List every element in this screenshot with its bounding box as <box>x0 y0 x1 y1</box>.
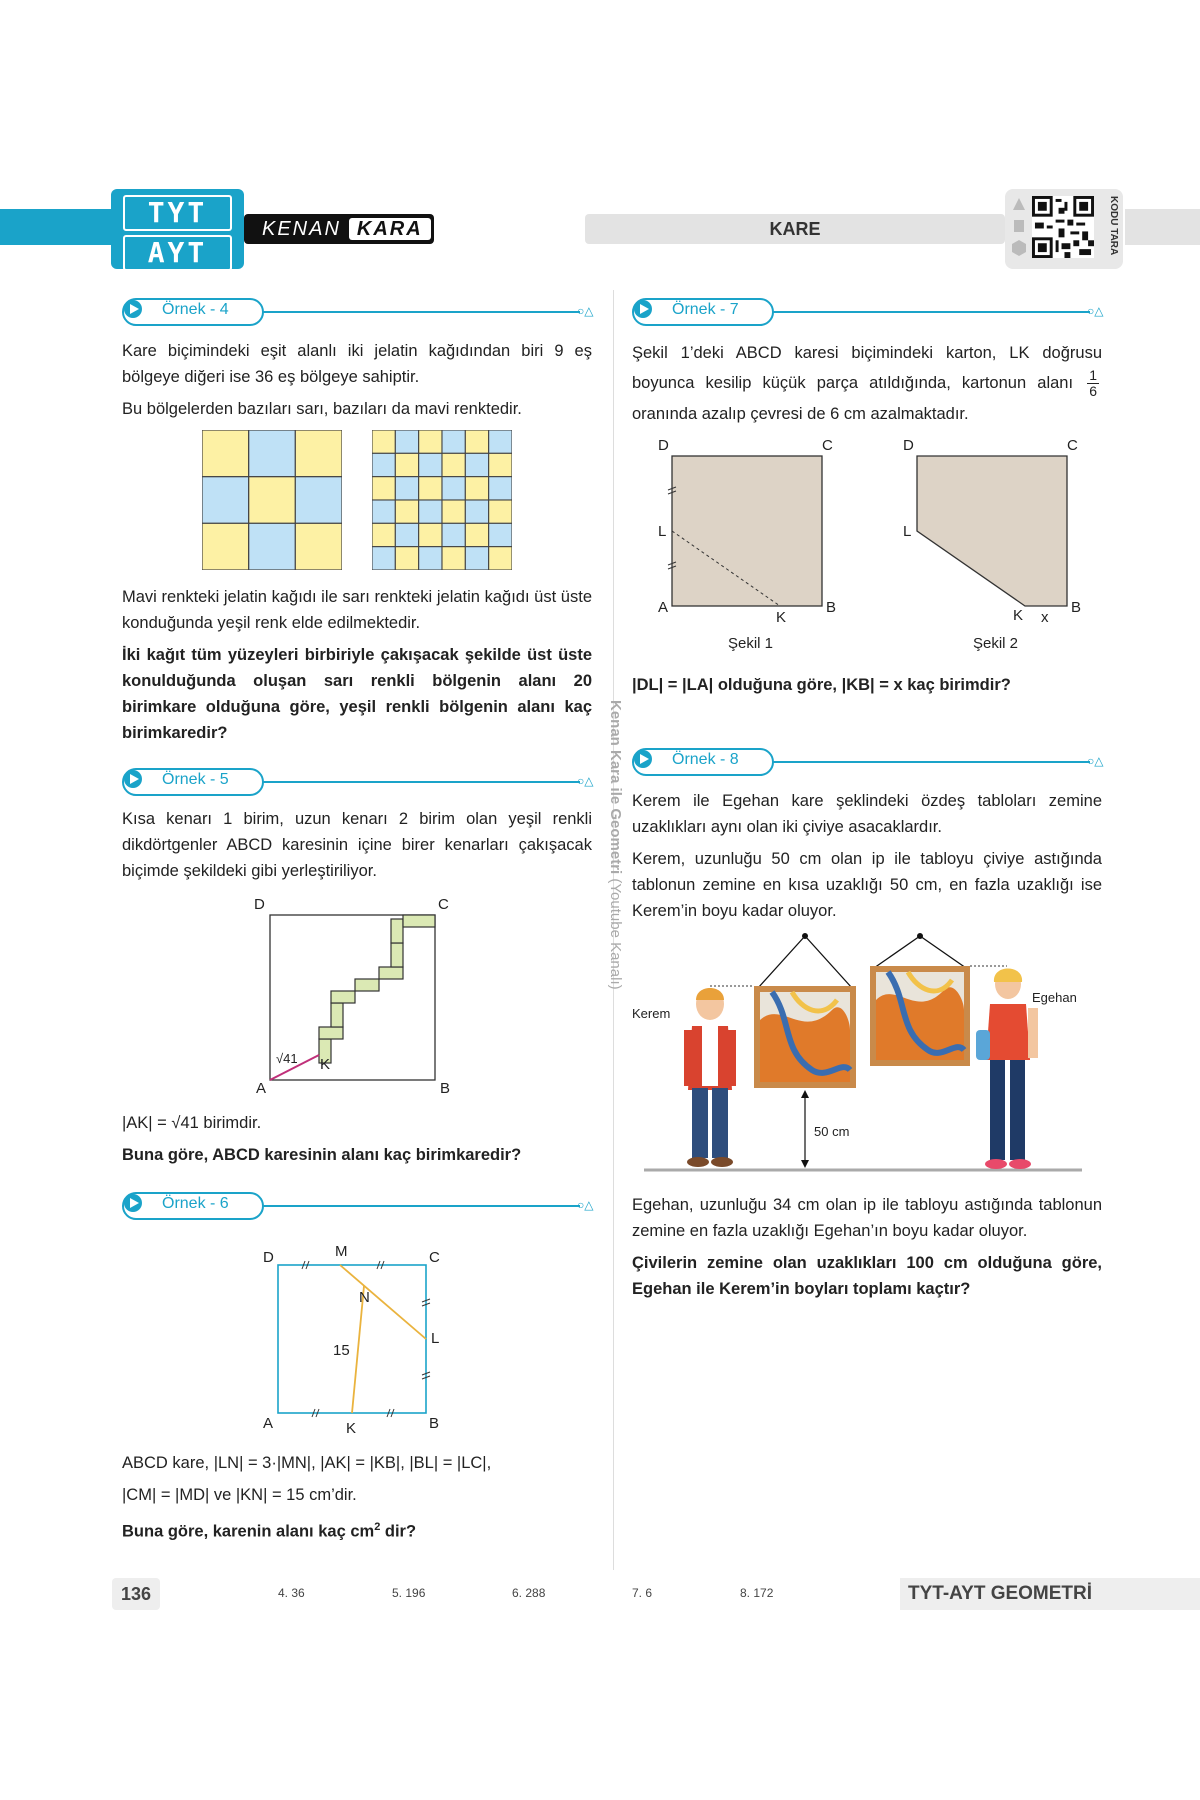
given-root: √41 <box>171 1114 199 1132</box>
label-15: 15 <box>333 1342 350 1359</box>
grid-cell <box>442 453 465 476</box>
label-a: A <box>658 599 669 616</box>
ornek-6-text-2: |CM| = |MD| ve |KN| = 15 cm’dir. <box>122 1486 357 1504</box>
label-k: K <box>320 1056 331 1073</box>
grid-cell <box>419 547 442 570</box>
grid-cell <box>489 547 512 570</box>
label-a: A <box>256 1080 267 1095</box>
grid-cell <box>372 500 395 523</box>
label-50cm: 50 cm <box>814 1124 850 1139</box>
grid-cell <box>442 500 465 523</box>
grid-cell <box>419 500 442 523</box>
answer-8: 8. 172 <box>740 1586 774 1600</box>
given-post: birimdir. <box>198 1114 262 1132</box>
ornek-6-text-1: ABCD kare, |LN| = 3·|MN|, |AK| = |KB|, |BL| = |LC|, <box>122 1454 492 1472</box>
answer-4: 4. 36 <box>278 1586 305 1600</box>
label-d: D <box>254 896 265 913</box>
circle-triangle-icon: ○△ <box>577 1198 594 1212</box>
text-b: oranında azalıp çevresi de 6 cm azalmaktadır. <box>632 405 969 424</box>
label-d: D <box>263 1249 274 1266</box>
ornek-5-given <box>122 1110 592 1136</box>
grid-cell <box>442 430 465 453</box>
label-root41: √41 <box>276 1051 298 1066</box>
grid-cell <box>395 477 418 500</box>
grid-cell <box>419 477 442 500</box>
ornek-6-question <box>122 1514 592 1545</box>
answer-7: 7. 6 <box>632 1586 653 1600</box>
label-l: L <box>431 1330 440 1347</box>
ornek-4-text-1: Kare biçimindeki eşit alanlı iki jelatin kağıdından biri 9 eş bölgeye diğeri ise 36 eş bölgeye sahiptir. <box>122 342 592 386</box>
page-number: 136 <box>112 1578 160 1610</box>
label-d: D <box>658 437 669 454</box>
grid-cell <box>419 523 442 546</box>
label-c: C <box>429 1249 440 1266</box>
grid-cell <box>372 453 395 476</box>
grid-cell <box>395 523 418 546</box>
grid-cell <box>465 477 488 500</box>
given-pre: |AK| = <box>122 1114 172 1132</box>
book-title: TYT-AYT GEOMETRİ <box>900 1578 1200 1610</box>
ornek-8-figure <box>632 930 1102 1180</box>
circle-triangle-icon: ○△ <box>577 774 594 788</box>
sekil-1-figure <box>650 430 850 655</box>
sidebar-brand-sub: (Youtube Kanalı) <box>607 878 624 990</box>
gelatin-6x6-grid <box>372 430 512 570</box>
play-icon[interactable] <box>634 300 652 318</box>
text-a: Şekil 1’deki ABCD karesi biçimindeki karton, LK doğrusu boyunca kesilip küçük parça atıldığında, kartonun alanı <box>632 344 1102 392</box>
label-d: D <box>903 437 914 454</box>
grid-cell <box>489 430 512 453</box>
ornek-5-figure <box>250 895 460 1095</box>
label-b: B <box>440 1080 451 1095</box>
kerem-person-icon <box>684 988 736 1167</box>
play-icon[interactable] <box>124 770 142 788</box>
grid-cell <box>489 523 512 546</box>
circle-triangle-icon: ○△ <box>1087 304 1104 318</box>
grid-cell <box>465 523 488 546</box>
triangle-icon <box>1013 198 1025 210</box>
label-b: B <box>826 599 837 616</box>
label-egehan: Egehan <box>1032 990 1077 1005</box>
ornek-4-text-2: Bu bölgelerden bazıları sarı, bazıları da mavi renktedir. <box>122 400 522 418</box>
ornek-8-question: Çivilerin zemine olan uzaklıkları 100 cm olduğuna göre, Egehan ile Kerem’in boyları toplamı kaçtır? <box>632 1254 1102 1298</box>
ornek-7-text <box>632 338 1102 429</box>
answer-5: 5. 196 <box>392 1586 426 1600</box>
sidebar-brand-text: Kenan Kara ile Geometri <box>607 700 624 875</box>
label-b: B <box>1071 599 1082 616</box>
gelatin-3x3-grid <box>202 430 342 570</box>
ornek-4-header <box>122 296 592 328</box>
grid-cell <box>395 547 418 570</box>
label-k: K <box>1013 607 1024 624</box>
label-c: C <box>438 896 449 913</box>
ornek-6-label: Örnek - 6 <box>162 1195 229 1212</box>
grid-cell <box>489 477 512 500</box>
label-c: C <box>1067 437 1078 454</box>
label-k: K <box>776 609 787 626</box>
logo-line-1: TYT <box>123 195 232 231</box>
grid-cell <box>395 500 418 523</box>
grid-cell <box>372 523 395 546</box>
answer-6: 6. 288 <box>512 1586 546 1600</box>
tool-icons <box>1010 196 1028 260</box>
grid-cell <box>372 547 395 570</box>
label-m: M <box>335 1243 348 1260</box>
grid-cell <box>465 453 488 476</box>
q-post: dir? <box>380 1522 417 1541</box>
grid-cell <box>419 453 442 476</box>
play-icon[interactable] <box>634 750 652 768</box>
grid-cell <box>442 523 465 546</box>
grid-cell <box>442 547 465 570</box>
ornek-5-text: Kısa kenarı 1 birim, uzun kenarı 2 birim olan yeşil renkli dikdörtgenler ABCD karesinin içine birer kenarları çakışacak biçimde şekildeki gibi yerleştiriliyor. <box>122 810 592 880</box>
grid-cell <box>489 453 512 476</box>
label-l: L <box>903 523 912 540</box>
ornek-5-label: Örnek - 5 <box>162 771 229 788</box>
grid-cell <box>489 500 512 523</box>
cup-icon <box>1014 220 1024 232</box>
grid-cell <box>442 477 465 500</box>
label-l: L <box>658 523 667 540</box>
ornek-8-label: Örnek - 8 <box>672 751 739 768</box>
ornek-7-label: Örnek - 7 <box>672 301 739 318</box>
header-band-right <box>1125 209 1200 245</box>
label-n: N <box>359 1289 370 1306</box>
caption-sekil-2: Şekil 2 <box>973 635 1019 652</box>
ornek-7-header <box>632 296 1102 328</box>
ornek-8-header <box>632 746 1102 778</box>
egehan-person-icon <box>976 969 1038 1170</box>
ornek-7-question: |DL| = |LA| olduğuna göre, |KB| = x kaç birimdir? <box>632 676 1011 694</box>
sekil-2-figure <box>895 430 1095 655</box>
grid-cell <box>465 547 488 570</box>
grid-cell <box>372 430 395 453</box>
fraction <box>1087 368 1099 399</box>
circle-triangle-icon: ○△ <box>1087 754 1104 768</box>
cube-icon <box>1012 240 1026 256</box>
tyt-ayt-logo <box>111 189 244 269</box>
grid-cell <box>465 500 488 523</box>
label-a: A <box>263 1415 274 1432</box>
logo-line-2: AYT <box>123 235 232 271</box>
play-icon[interactable] <box>124 300 142 318</box>
topic-title: KARE <box>585 214 1005 244</box>
label-x: x <box>1041 609 1049 626</box>
ornek-8-text-3: Egehan, uzunluğu 34 cm olan ip ile tabloyu astığında tablonun zemine en fazla uzaklığı Egehan’ın boyu kadar oluyor. <box>632 1196 1102 1240</box>
frac-num: 1 <box>1089 367 1097 384</box>
label-c: C <box>822 437 833 454</box>
ornek-5-question: Buna göre, ABCD karesinin alanı kaç birimkaredir? <box>122 1146 522 1164</box>
header-band-left <box>0 209 120 245</box>
grid-cell <box>419 430 442 453</box>
play-icon[interactable] <box>124 1194 142 1212</box>
qr-label: KODU TARA <box>1108 196 1119 256</box>
q-sup: 2 <box>374 1521 381 1533</box>
ornek-6-header <box>122 1190 592 1222</box>
author-first-name: KENAN <box>262 218 341 240</box>
qr-code-icon[interactable] <box>1032 196 1094 258</box>
ornek-4-question: İki kağıt tüm yüzeyleri birbiriyle çakışacak şekilde üst üste konulduğunda oluşan sarı renkli bölgenin alanı 20 birimkare olduğuna göre, yeşil renkli bölgenin alanı kaç birimkaredir? <box>122 646 592 742</box>
label-k: K <box>346 1420 357 1437</box>
q-pre: Buna göre, karenin alanı kaç cm <box>122 1522 375 1541</box>
ornek-4-text-3: Mavi renkteki jelatin kağıdı ile sarı renkteki jelatin kağıdı üst üste konduğunda yeşil renk elde edilmektedir. <box>122 588 592 632</box>
circle-triangle-icon: ○△ <box>577 304 594 318</box>
label-b: B <box>429 1415 440 1432</box>
grid-cell <box>395 430 418 453</box>
grid-cell <box>465 430 488 453</box>
ornek-8-text-1: Kerem ile Egehan kare şeklindeki özdeş tabloları zemine uzaklıkları aynı olan iki çiviye asacaklardır. <box>632 792 1102 836</box>
grid-cell <box>395 453 418 476</box>
ornek-5-header <box>122 766 592 798</box>
ornek-8-text-2: Kerem, uzunluğu 50 cm olan ip ile tabloyu çiviye astığında tablonun zemine en kısa uzaklığı 50 cm, en fazla uzaklığı ise Kerem’in boyu kadar oluyor. <box>632 850 1102 920</box>
grid-cell <box>372 477 395 500</box>
caption-sekil-1: Şekil 1 <box>728 635 774 652</box>
author-last-name: KARA <box>349 218 431 240</box>
author-banner <box>244 214 434 244</box>
ornek-6-figure <box>255 1240 465 1440</box>
sidebar-brand <box>604 700 624 1120</box>
label-kerem: Kerem <box>632 1006 671 1021</box>
ornek-4-label: Örnek - 4 <box>162 301 229 318</box>
frac-den: 6 <box>1089 383 1097 400</box>
